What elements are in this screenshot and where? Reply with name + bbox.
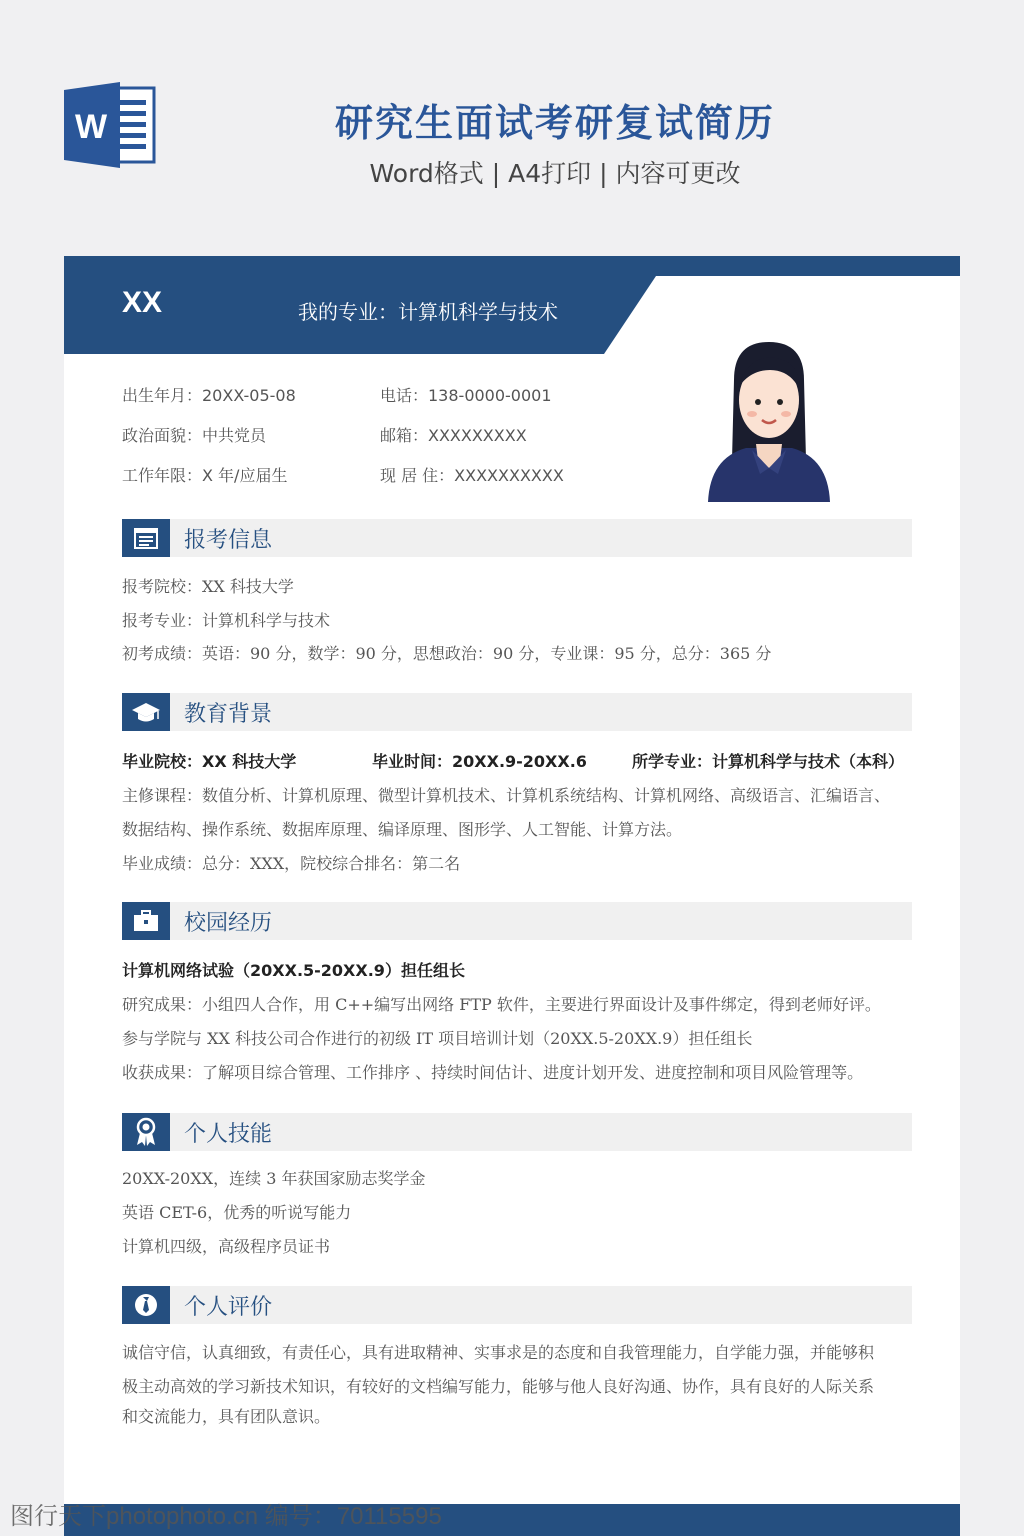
birth-date: 出生年月：20XX-05-08 bbox=[122, 386, 296, 405]
address: 现 居 住：XXXXXXXXXX bbox=[380, 466, 564, 485]
section-evaluation-header bbox=[122, 1286, 912, 1324]
education-summary-row bbox=[122, 749, 912, 773]
evaluation-line2: 极主动高效的学习新技术知识，有较好的文档编写能力，能够与他人良好沟通、协作，具有良好的人际关系 bbox=[122, 1377, 875, 1396]
section-apply-header bbox=[122, 519, 912, 557]
apply-scores: 初考成绩：英语：90 分，数学：90 分，思想政治：90 分，专业课：95 分，总分：365 分 bbox=[122, 644, 772, 663]
skill-line1: 20XX-20XX，连续 3 年获国家励志奖学金 bbox=[122, 1169, 426, 1188]
watermark: 图行天下photophoto.cn 编号：70115595 bbox=[10, 1503, 442, 1530]
award-ribbon-icon bbox=[122, 1113, 170, 1151]
apply-school: 报考院校：XX 科技大学 bbox=[122, 577, 294, 596]
skill-line2: 英语 CET-6，优秀的听说写能力 bbox=[122, 1203, 352, 1222]
skill-line3: 计算机四级，高级程序员证书 bbox=[122, 1237, 331, 1256]
candidate-name: XX bbox=[122, 286, 163, 319]
phone: 电话：138-0000-0001 bbox=[380, 386, 552, 405]
campus-line2: 参与学院与 XX 科技公司合作进行的初级 IT 项目培训计划（20XX.5-20XX.9）担任组长 bbox=[122, 1029, 753, 1048]
section-campus-header bbox=[122, 902, 912, 940]
graduation-time: 毕业时间：20XX.9-20XX.6 bbox=[372, 752, 587, 771]
promo-header bbox=[0, 0, 1024, 240]
avatar bbox=[704, 340, 834, 502]
word-logo-letter: W bbox=[74, 108, 108, 146]
tie-icon bbox=[122, 1286, 170, 1324]
graduation-school: 毕业院校：XX 科技大学 bbox=[122, 752, 297, 771]
campus-heading: 计算机网络试验（20XX.5-20XX.9）担任组长 bbox=[122, 961, 465, 980]
evaluation-line3: 和交流能力，具有团队意识。 bbox=[122, 1407, 331, 1426]
section-campus-title: 校园经历 bbox=[184, 911, 273, 936]
email: 邮箱：XXXXXXXXX bbox=[380, 426, 527, 445]
campus-line1: 研究成果：小组四人合作，用 C++编写出网络 FTP 软件，主要进行界面设计及事件绑定，得到老师好评。 bbox=[122, 995, 881, 1014]
graduation-cap-icon bbox=[122, 693, 170, 731]
campus-line3: 收获成果：了解项目综合管理、工作排序 、持续时间估计、进度计划开发、进度控制和项目风险管理等。 bbox=[122, 1063, 864, 1082]
section-skills-title: 个人技能 bbox=[184, 1122, 273, 1147]
word-logo-icon bbox=[64, 82, 156, 168]
graduation-major: 所学专业：计算机科学与技术（本科） bbox=[632, 752, 905, 771]
form-icon bbox=[122, 519, 170, 557]
education-courses-line1: 主修课程：数值分析、计算机原理、微型计算机技术、计算机系统结构、计算机网络、高级语言、汇编语言、 bbox=[122, 786, 891, 805]
education-courses-line2: 数据结构、操作系统、数据库原理、编译原理、图形学、人工智能、计算方法。 bbox=[122, 820, 683, 839]
section-apply-title: 报考信息 bbox=[184, 528, 273, 553]
evaluation-line1: 诚信守信，认真细致，有责任心，具有进取精神、实事求是的态度和自我管理能力，自学能力强，并能够积 bbox=[122, 1343, 875, 1362]
promo-title: 研究生面试考研复试简历 bbox=[334, 101, 775, 145]
work-years: 工作年限：X 年/应届生 bbox=[122, 466, 288, 485]
section-education-title: 教育背景 bbox=[184, 702, 273, 727]
promo-subtitle: Word格式 | A4打印 | 内容可更改 bbox=[369, 159, 741, 188]
section-skills-header bbox=[122, 1113, 912, 1151]
education-result: 毕业成绩：总分：XXX，院校综合排名：第二名 bbox=[122, 854, 461, 873]
resume-paper bbox=[64, 256, 960, 1536]
apply-major: 报考专业：计算机科学与技术 bbox=[122, 611, 331, 630]
major-banner: 我的专业：计算机科学与技术 bbox=[298, 300, 558, 324]
section-evaluation-title: 个人评价 bbox=[184, 1295, 273, 1320]
section-education-header bbox=[122, 693, 912, 731]
political-status: 政治面貌：中共党员 bbox=[122, 426, 267, 445]
briefcase-icon bbox=[122, 902, 170, 940]
